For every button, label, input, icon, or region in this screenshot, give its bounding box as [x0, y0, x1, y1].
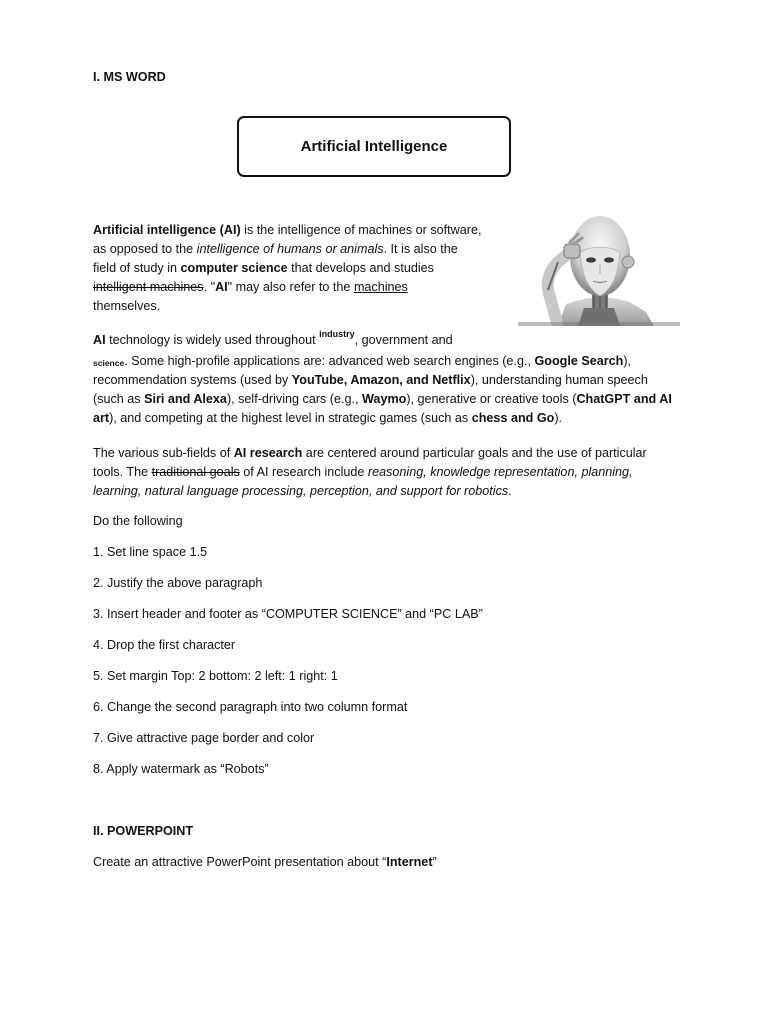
- humanoid-robot-thinking-icon: [518, 212, 680, 326]
- para2-line: recommendation systems (used by YouTube, Amazon, and Netflix), understanding human speech: [93, 373, 648, 387]
- para3-line: tools. The traditional goals of AI research include reasoning, knowledge representation, planning,: [93, 465, 633, 479]
- para2-line: $_{science}$. Some high-profile applications are: advanced web search engines (e.g., Google Search),: [93, 354, 632, 368]
- task-item: 7. Give attractive page border and color: [93, 731, 315, 745]
- task-item: 2. Justify the above paragraph: [93, 576, 263, 590]
- powerpoint-task: Create an attractive PowerPoint presentation about “Internet”: [93, 855, 437, 869]
- para2-line: (such as Siri and Alexa), self-driving cars (e.g., Waymo), generative or creative tools (ChatGPT and AI: [93, 392, 672, 406]
- para2-line: AI technology is widely used throughout $^{industry}$, government and: [93, 329, 453, 347]
- section-heading-ms-word: I. MS WORD: [93, 70, 166, 84]
- task-item: 1. Set line space 1.5: [93, 545, 208, 559]
- para3-line: The various sub-fields of AI research are centered around particular goals and the use of particular: [93, 446, 647, 460]
- para2-line: art), and competing at the highest level in strategic games (such as chess and Go).: [93, 411, 563, 425]
- title-text: Artificial Intelligence: [300, 138, 448, 155]
- task-item: 5. Set margin Top: 2 bottom: 2 left: 1 right: 1: [93, 669, 338, 683]
- task-item: 4. Drop the first character: [93, 638, 236, 652]
- paragraph-ai-definition: [93, 221, 503, 316]
- para1-line: as opposed to the intelligence of humans or animals. It is also the: [93, 242, 458, 256]
- paragraph-ai-applications: [93, 331, 683, 428]
- para1-line: Artificial intelligence (AI) is the intelligence of machines or software,: [93, 223, 482, 237]
- task-item: 6. Change the second paragraph into two column format: [93, 700, 408, 714]
- section-heading-powerpoint: II. POWERPOINT: [93, 824, 194, 838]
- para1-line: themselves.: [93, 299, 161, 313]
- task-item: 3. Insert header and footer as “COMPUTER SCIENCE” and “PC LAB”: [93, 607, 483, 621]
- paragraph-ai-research: [93, 444, 683, 501]
- para3-line: learning, natural language processing, perception, and support for robotics.: [93, 484, 512, 498]
- title-box: [237, 116, 511, 177]
- robot-image: [518, 212, 680, 326]
- task-item: 8. Apply watermark as “Robots”: [93, 762, 269, 776]
- para1-line: intelligent machines. "AI" may also refer to the machines: [93, 280, 408, 294]
- para1-line: field of study in computer science that develops and studies: [93, 261, 434, 275]
- instructions-intro: Do the following: [93, 514, 183, 528]
